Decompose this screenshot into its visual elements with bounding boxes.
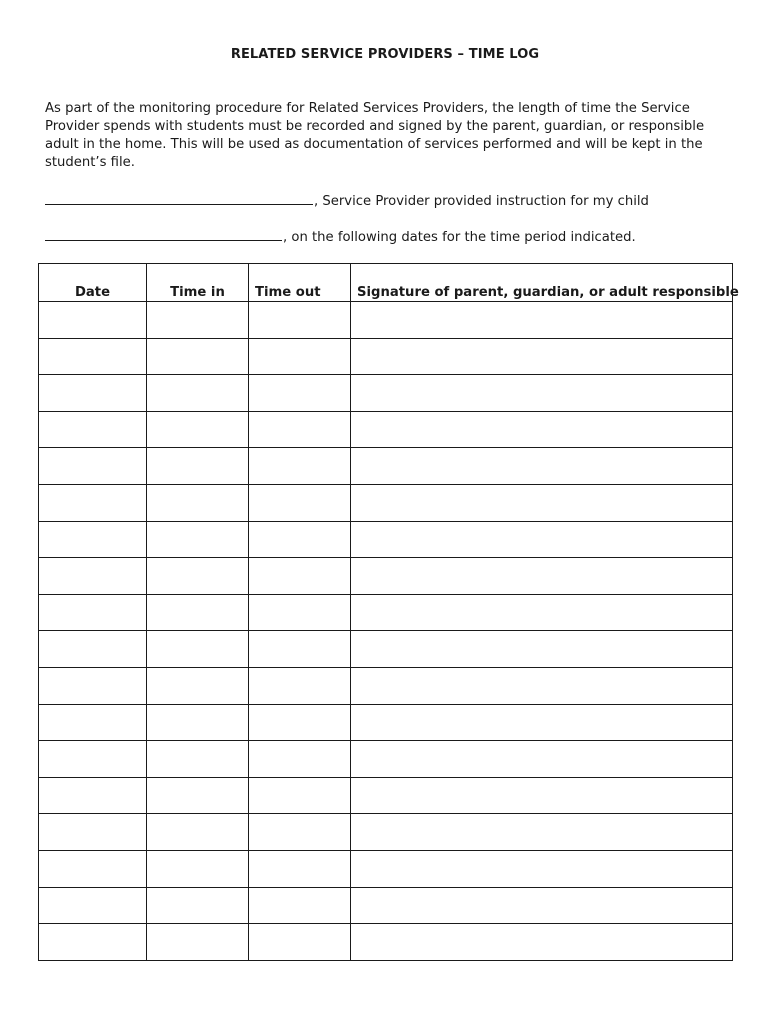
signature-cell[interactable]	[351, 411, 733, 448]
time-out-cell[interactable]	[249, 667, 351, 704]
time-in-cell[interactable]	[147, 631, 249, 668]
table-row	[39, 411, 733, 448]
time-in-cell[interactable]	[147, 741, 249, 778]
signature-cell[interactable]	[351, 814, 733, 851]
signature-cell[interactable]	[351, 521, 733, 558]
signature-cell[interactable]	[351, 667, 733, 704]
date-cell[interactable]	[39, 814, 147, 851]
signature-cell[interactable]	[351, 631, 733, 668]
page-title: RELATED SERVICE PROVIDERS – TIME LOG	[230, 47, 540, 62]
time-in-cell[interactable]	[147, 814, 249, 851]
time-out-cell[interactable]	[249, 338, 351, 375]
provider-statement-text: , Service Provider provided instruction for my child	[314, 194, 649, 209]
date-cell[interactable]	[39, 558, 147, 595]
intro-paragraph: As part of the monitoring procedure for Related Services Providers, the length of time the Service Provider spends with students must be recorded and signed by the parent, guardian, or responsible adult in the home. This will be used as documentation of services performed and will be kept in the student’s file.	[45, 101, 705, 170]
time-log-table	[38, 263, 739, 961]
time-out-cell[interactable]	[249, 484, 351, 521]
table-row	[39, 777, 733, 814]
signature-cell[interactable]	[351, 924, 733, 961]
time-out-cell[interactable]	[249, 814, 351, 851]
child-name-field[interactable]	[45, 228, 282, 241]
provider-name-field[interactable]	[45, 192, 313, 205]
time-in-cell[interactable]	[147, 484, 249, 521]
table-row	[39, 302, 733, 339]
time-out-cell[interactable]	[249, 924, 351, 961]
date-cell[interactable]	[39, 375, 147, 412]
time-out-cell[interactable]	[249, 375, 351, 412]
table-row	[39, 448, 733, 485]
signature-cell[interactable]	[351, 594, 733, 631]
time-in-cell[interactable]	[147, 850, 249, 887]
time-in-cell[interactable]	[147, 924, 249, 961]
time-out-cell[interactable]	[249, 521, 351, 558]
signature-cell[interactable]	[351, 887, 733, 924]
date-cell[interactable]	[39, 850, 147, 887]
time-in-cell[interactable]	[147, 777, 249, 814]
table-row	[39, 850, 733, 887]
signature-header: Signature of parent, guardian, or adult responsible	[351, 264, 733, 302]
time-log-body	[39, 302, 733, 961]
time-in-cell[interactable]	[147, 411, 249, 448]
date-cell[interactable]	[39, 411, 147, 448]
provider-statement	[45, 192, 649, 209]
time-out-cell[interactable]	[249, 558, 351, 595]
time-in-cell[interactable]	[147, 887, 249, 924]
date-cell[interactable]	[39, 594, 147, 631]
time-in-cell[interactable]	[147, 594, 249, 631]
date-header: Date	[39, 264, 147, 302]
time-in-header: Time in	[147, 264, 249, 302]
date-cell[interactable]	[39, 448, 147, 485]
date-cell[interactable]	[39, 777, 147, 814]
time-out-cell[interactable]	[249, 777, 351, 814]
time-out-cell[interactable]	[249, 448, 351, 485]
table-header-row	[39, 264, 733, 302]
date-cell[interactable]	[39, 631, 147, 668]
time-in-cell[interactable]	[147, 302, 249, 339]
date-cell[interactable]	[39, 704, 147, 741]
time-out-cell[interactable]	[249, 850, 351, 887]
signature-cell[interactable]	[351, 484, 733, 521]
signature-cell[interactable]	[351, 375, 733, 412]
time-in-cell[interactable]	[147, 558, 249, 595]
time-out-header: Time out	[249, 264, 351, 302]
time-in-cell[interactable]	[147, 375, 249, 412]
time-out-cell[interactable]	[249, 887, 351, 924]
table-row	[39, 741, 733, 778]
time-out-cell[interactable]	[249, 631, 351, 668]
signature-cell[interactable]	[351, 777, 733, 814]
time-in-cell[interactable]	[147, 338, 249, 375]
signature-cell[interactable]	[351, 850, 733, 887]
table-row	[39, 521, 733, 558]
signature-cell[interactable]	[351, 302, 733, 339]
table-row	[39, 375, 733, 412]
time-out-cell[interactable]	[249, 411, 351, 448]
time-out-cell[interactable]	[249, 704, 351, 741]
table-row	[39, 704, 733, 741]
table-row	[39, 338, 733, 375]
signature-cell[interactable]	[351, 558, 733, 595]
time-in-cell[interactable]	[147, 667, 249, 704]
date-cell[interactable]	[39, 484, 147, 521]
table-row	[39, 558, 733, 595]
table-row	[39, 594, 733, 631]
signature-cell[interactable]	[351, 704, 733, 741]
time-out-cell[interactable]	[249, 741, 351, 778]
date-cell[interactable]	[39, 521, 147, 558]
table-row	[39, 887, 733, 924]
time-out-cell[interactable]	[249, 594, 351, 631]
signature-cell[interactable]	[351, 338, 733, 375]
date-cell[interactable]	[39, 338, 147, 375]
date-cell[interactable]	[39, 302, 147, 339]
time-in-cell[interactable]	[147, 521, 249, 558]
time-in-cell[interactable]	[147, 448, 249, 485]
child-statement	[45, 228, 636, 245]
date-cell[interactable]	[39, 887, 147, 924]
date-cell[interactable]	[39, 924, 147, 961]
signature-cell[interactable]	[351, 448, 733, 485]
table-row	[39, 667, 733, 704]
table-row	[39, 924, 733, 961]
time-in-cell[interactable]	[147, 704, 249, 741]
signature-cell[interactable]	[351, 741, 733, 778]
table-row	[39, 631, 733, 668]
date-cell[interactable]	[39, 667, 147, 704]
time-out-cell[interactable]	[249, 302, 351, 339]
table-row	[39, 484, 733, 521]
table-row	[39, 814, 733, 851]
child-statement-text: , on the following dates for the time period indicated.	[283, 230, 636, 245]
date-cell[interactable]	[39, 741, 147, 778]
